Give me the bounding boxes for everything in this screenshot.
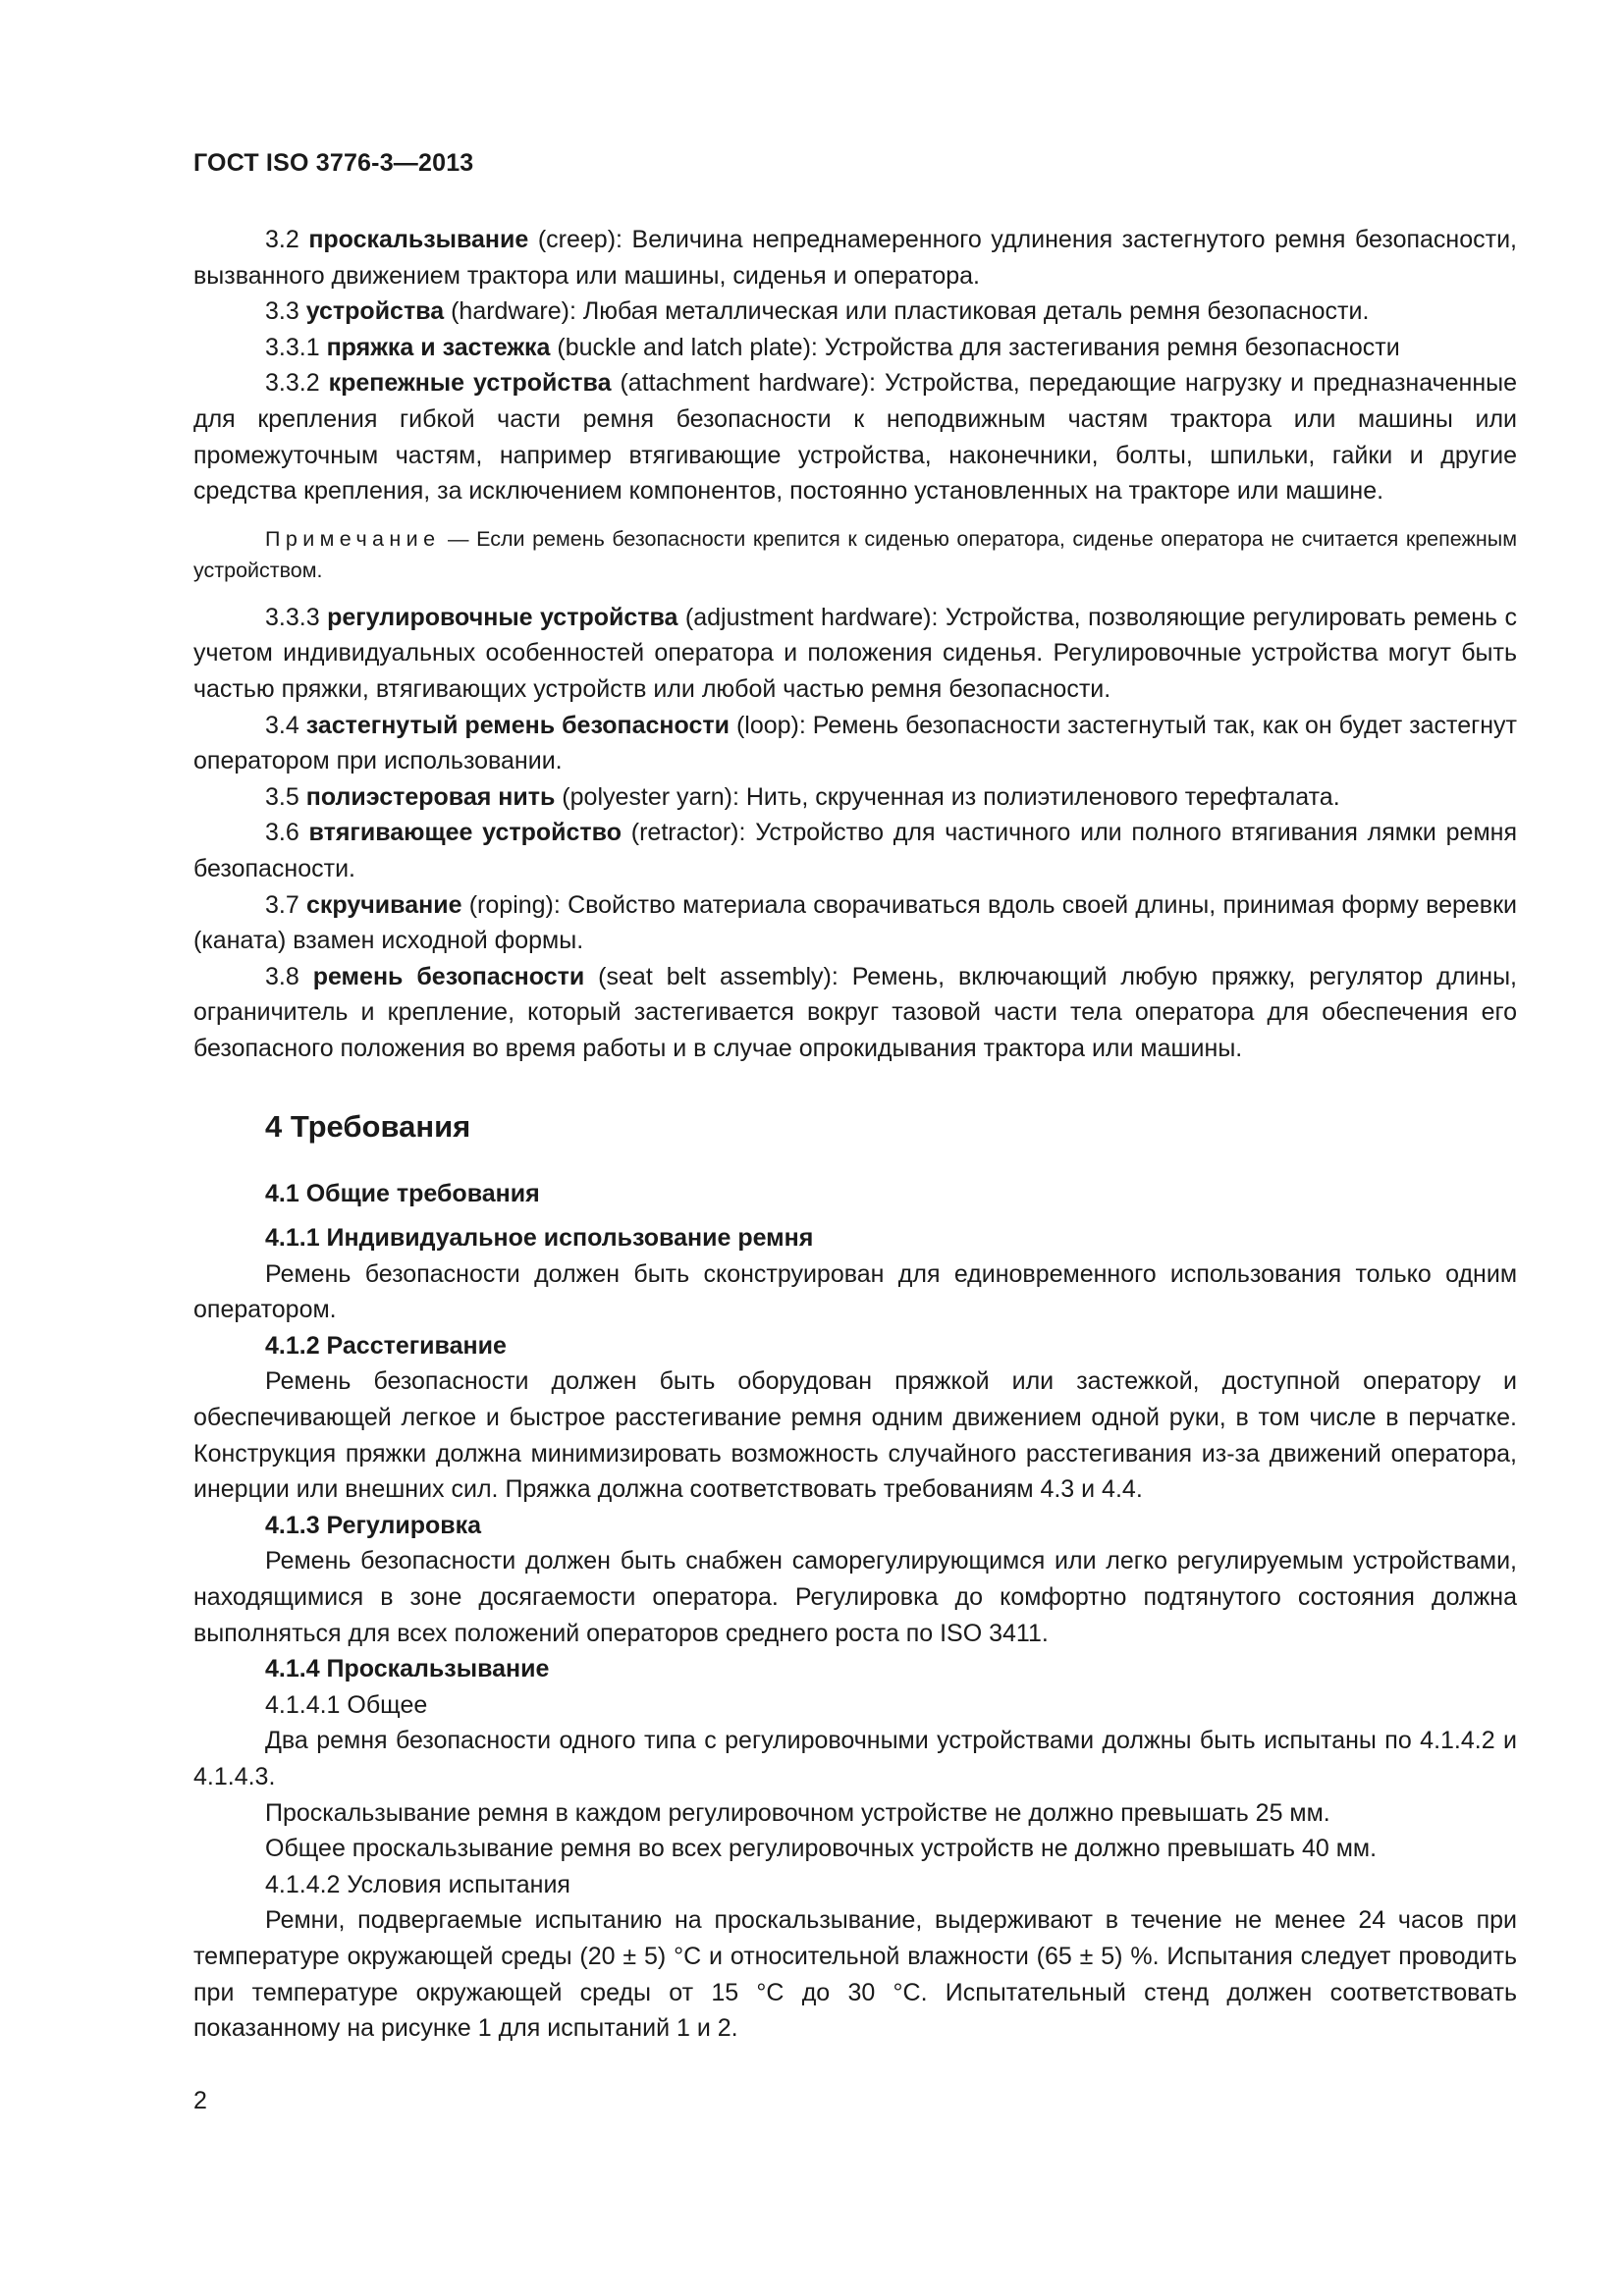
term-title: застегнутый ремень безопасности [305, 711, 730, 739]
term-3-2: 3.2 проскальзывание (creep): Величина непреднамеренного удлинения застегнутого ремня безопасности, вызванного движением трактора или машины, сиденья и оператора. [193, 226, 1517, 290]
term-title: крепежные устройства [328, 369, 612, 398]
section-4-1-4-2-heading: 4.1.4.2 Условия испытания [265, 1870, 570, 1898]
section-4-1-4-1-para3: Общее проскальзывание ремня во всех регулировочных устройств не должно превышать 40 мм. [265, 1835, 1378, 1863]
term-title: пряжка и застежка [326, 333, 551, 361]
term-title: ремень безопасности [312, 962, 585, 990]
term-3-6: 3.6 втягивающее устройство (retractor): Устройство для частичного или полного втягивания лямки ремня безопасности. [193, 819, 1517, 882]
section-4-1-4-1-para1: Два ремня безопасности одного типа с регулировочными устройствами должны быть испытаны по 4.1.4.2 и 4.1.4.3. [193, 1727, 1517, 1790]
term-3-7: 3.7 скручивание (roping): Свойство материала сворачиваться вдоль своей длины, принимая форму веревки (каната) взамен исходной формы. [193, 890, 1517, 955]
term-title: втягивающее устройство [308, 819, 622, 847]
term-3-3-1: 3.3.1 пряжка и застежка (buckle and latch plate): Устройства для застегивания ремня безопасности [265, 333, 1400, 361]
section-4-1-heading: 4.1 Общие требования [265, 1180, 540, 1208]
term-3-8: 3.8 ремень безопасности (seat belt assembly): Ремень, включающий любую пряжку, регулятор длины, ограничитель и крепление, который застегивается вокруг тазовой части тела оператора для обеспечения его безопасного положения во время работы и в случае опрокидывания трактора или машины. [193, 962, 1518, 1062]
section-4-heading: 4 Требования [265, 1109, 471, 1145]
note-text: — Если ремень безопасности крепится к сиденью оператора, сиденье оператора не считается крепежным устройством. [193, 526, 1517, 582]
section-4-1-2-heading: 4.1.2 Расстегивание [265, 1331, 507, 1360]
section-4-1-1-heading: 4.1.1 Индивидуальное использование ремня [265, 1224, 814, 1253]
section-4-1-1-text: Ремень безопасности должен быть сконструирован для единовременного использования только одним оператором. [193, 1259, 1517, 1324]
section-4-1-4-1-para2: Проскальзывание ремня в каждом регулировочном устройстве не должно превышать 25 мм. [265, 1798, 1330, 1827]
term-3-3-2: 3.3.2 крепежные устройства (attachment hardware): Устройства, передающие нагрузку и предназначенные для крепления гибкой части ремня безопасности к неподвижным частям трактора или машины или промежуточным частям, например втягивающие устройства, наконечники, болты, шпильки, гайки и другие средства крепления, за исключением компонентов, постоянно установленных на тракторе или машине. [193, 369, 1517, 506]
term-3-5: 3.5 полиэстеровая нить (polyester yarn): Нить, скрученная из полиэтиленового терефталата. [265, 782, 1340, 811]
term-title: устройства [305, 297, 445, 326]
term-title: регулировочные устройства [327, 603, 678, 631]
section-4-1-3-heading: 4.1.3 Регулировка [265, 1511, 482, 1539]
term-3-3: 3.3 устройства (hardware): Любая металлическая или пластиковая деталь ремня безопасности. [265, 297, 1370, 326]
document-body [193, 222, 1517, 2047]
note [193, 523, 1517, 586]
section-4-1-2-text: Ремень безопасности должен быть оборудован пряжкой или застежкой, доступной оператору и обеспечивающей легкое и быстрое расстегивание ремня одним движением одной руки, в том числе в перчатке. Конструкция пряжки должна минимизировать возможность случайного расстегивания из-за движений оператора, инерции или внешних сил. Пряжка должна соответствовать требованиям 4.3 и 4.4. [193, 1367, 1517, 1504]
document-header: ГОСТ ISO 3776-3—2013 [193, 149, 474, 177]
note-label: Примечание [265, 526, 441, 551]
section-4-1-4-1-heading: 4.1.4.1 Общее [265, 1690, 428, 1719]
term-3-3-3: 3.3.3 регулировочные устройства (adjustment hardware): Устройства, позволяющие регулировать ремень с учетом индивидуальных особенностей оператора и положения сиденья. Регулировочные устройства могут быть частью пряжки, втягивающих устройств или любой частью ремня безопасности. [193, 603, 1517, 703]
term-title: проскальзывание [308, 226, 529, 253]
term-title: скручивание [306, 890, 462, 919]
section-4-1-4-2-text: Ремни, подвергаемые испытанию на проскальзывание, выдерживают в течение не менее 24 часов при температуре окружающей среды (20 ± 5) °С и относительной влажности (65 ± 5) %. Испытания следует проводить при температуре окружающей среды от 15 °С до 30 °С. Испытательный стенд должен соответствовать показанному на рисунке 1 для испытаний 1 и 2. [193, 1906, 1517, 2043]
section-4-1-3-text: Ремень безопасности должен быть снабжен саморегулирующимся или легко регулируемым устройствами, находящимися в зоне досягаемости оператора. Регулировка до комфортно подтянутого состояния должна выполняться для всех положений операторов среднего роста по ISO 3411. [193, 1547, 1517, 1647]
section-4-1-4-heading: 4.1.4 Проскальзывание [265, 1655, 550, 1683]
term-title: полиэстеровая нить [305, 782, 556, 811]
term-3-4: 3.4 застегнутый ремень безопасности (loop): Ремень безопасности застегнутый так, как он будет застегнут оператором при использовании. [193, 711, 1517, 775]
page-number: 2 [193, 2087, 207, 2114]
